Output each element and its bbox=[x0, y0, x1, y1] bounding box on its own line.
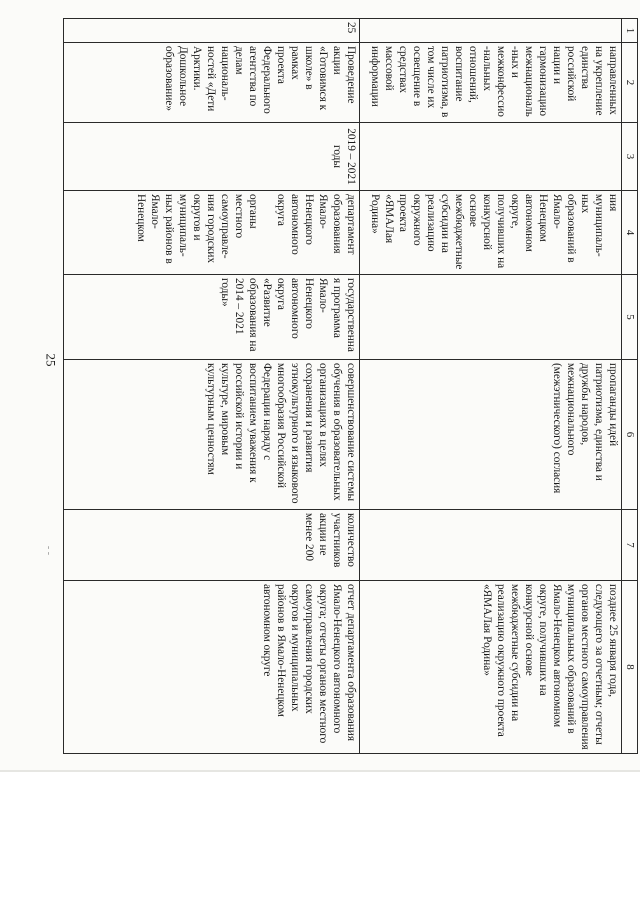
row2-executors: департамент образования Ямало-Ненецкого автономного округа органы местного самоуправле-ния городских округов и муниципаль-ных районов в Ямало-Ненецком bbox=[64, 191, 360, 275]
header-col-8: 8 bbox=[622, 581, 638, 754]
table-row bbox=[360, 19, 622, 754]
header-col-5: 5 bbox=[622, 275, 638, 360]
program-table bbox=[63, 18, 638, 754]
row2-report: отчет департамента образования Ямало-Ненецкого автономного округа; отчеты органов местного самоуправления городских округов и муниципальных районов в Ямало-Ненецком автономном округе bbox=[64, 581, 360, 754]
row2-goal: совершенствование системы обучения в образовательных организациях в целях сохранения и развития этнокультурного и языкового многообразия Российской Федерации наряду с воспитанием уважения к российской истории и культуре, мировым культурным ценностям bbox=[64, 360, 360, 510]
header-col-4: 4 bbox=[622, 191, 638, 275]
row2-activity: Проведение акции «Готовимся к школе» в рамках проекта Федерального агентства по делам националь-ностей «Дети Арктики. Дошкольное образование» bbox=[64, 43, 360, 123]
row1-report: позднее 25 января года, следующего за отчетным; отчеты органов местного самоуправления муниципальных образований в Ямало-Ненецком автономном округе, получивших на конкурсной основе межбюджетные субсидии на реализацию окружного проекта «ЯМАЛая Родина» bbox=[360, 581, 622, 754]
row1-executors: ния муниципаль-ных образований в Ямало-Ненецком автономном округе, получивших на конкурсной основе межбюджетные субсидии на реализацию окружного проекта «ЯМАЛая Родина» bbox=[360, 191, 622, 275]
row1-program bbox=[360, 275, 622, 360]
header-col-7: 7 bbox=[622, 510, 638, 581]
row2-number: 25 bbox=[64, 19, 360, 43]
row1-number bbox=[360, 19, 622, 43]
table-row bbox=[64, 19, 360, 754]
header-col-6: 6 bbox=[622, 360, 638, 510]
row1-indicator bbox=[360, 510, 622, 581]
header-row bbox=[622, 19, 638, 754]
row2-period: 2019 – 2021 годы bbox=[64, 123, 360, 191]
rotated-table-wrapper bbox=[63, 18, 638, 753]
row2-program: государственная программа Ямало-Ненецкого автономного округа «Развитие образования на 2014 – 2021 годы» bbox=[64, 275, 360, 360]
header-col-1: 1 bbox=[622, 19, 638, 43]
row2-indicator: количество участников акции не менее 200 bbox=[64, 510, 360, 581]
header-col-3: 3 bbox=[622, 123, 638, 191]
page-number: 25 bbox=[43, 353, 59, 367]
row1-activity: направленных на укрепление единства российской нации и гармонизацию межнациональ-ных и межконфессио-нальных отношений, воспитание патриотизма, в том числе их освещение в средствах массовой информации bbox=[360, 43, 622, 123]
scan-edge bbox=[0, 770, 640, 772]
header-col-2: 2 bbox=[622, 43, 638, 123]
row1-goal: пропаганды идей патриотизма, единства и дружбы народов, межнационального (межэтнического) согласия bbox=[360, 360, 622, 510]
row1-period bbox=[360, 123, 622, 191]
scan-marks: - - bbox=[43, 545, 55, 556]
